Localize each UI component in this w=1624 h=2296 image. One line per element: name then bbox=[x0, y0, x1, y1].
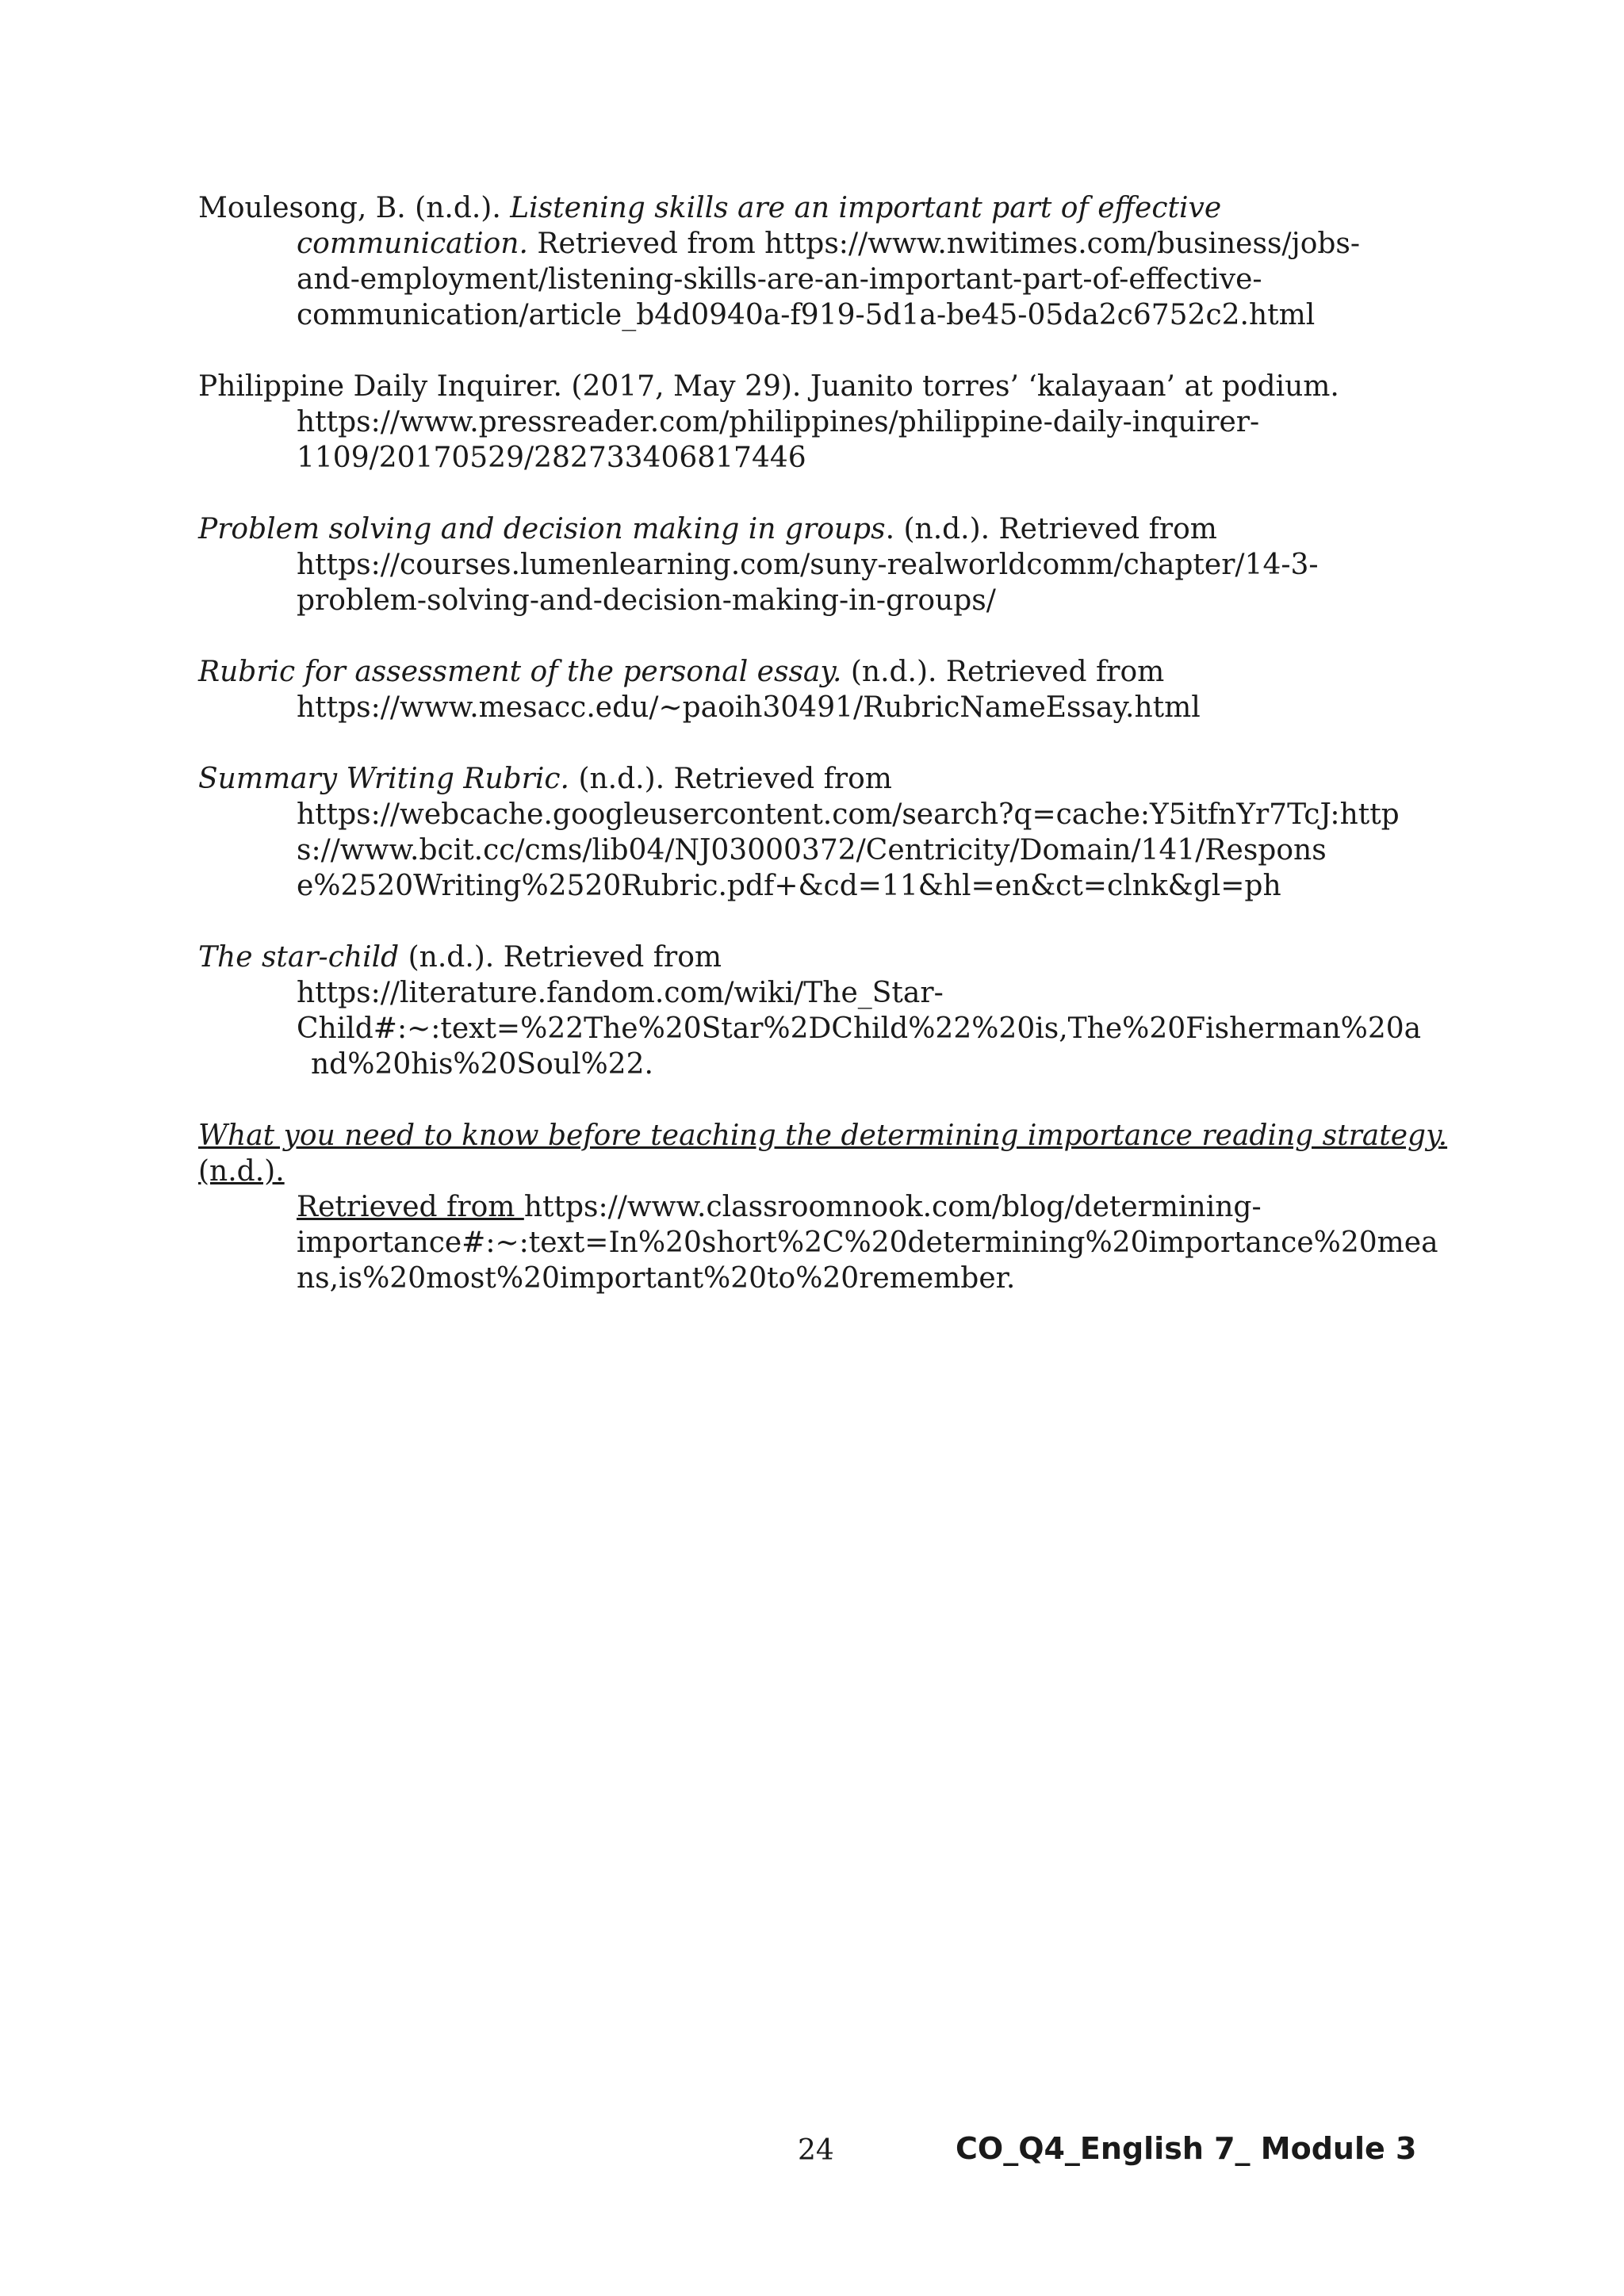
reference-title: What you need to know before teaching the determining importance reading strategy. bbox=[198, 1119, 1448, 1152]
reference-url-line: ns,is%20most%20important%20to%20remember. bbox=[297, 1262, 1016, 1295]
reference-entry-moulesong bbox=[198, 190, 1447, 333]
reference-entry-summary-rubric bbox=[198, 761, 1447, 904]
reference-source: . (n.d.). Retrieved from bbox=[885, 513, 1217, 545]
reference-source: (n.d.). Retrieved from bbox=[841, 656, 1165, 688]
reference-line: Philippine Daily Inquirer. (2017, May 29). Juanito torres’ ‘kalayaan’ at podium. bbox=[198, 370, 1339, 403]
module-label: CO_Q4_English 7_ Module 3 bbox=[956, 2131, 1417, 2166]
reference-url-line: nd%20his%20Soul%22. bbox=[311, 1048, 653, 1081]
reference-line bbox=[198, 1189, 1447, 1225]
reference-title: Rubric for assessment of the personal essay. bbox=[198, 656, 842, 688]
reference-url-line: e%2520Writing%2520Rubric.pdf+&cd=11&hl=en&ct=clnk&gl=ph bbox=[297, 870, 1281, 902]
reference-date: (n.d.). bbox=[198, 1155, 285, 1188]
reference-list bbox=[198, 190, 1447, 1332]
reference-line bbox=[198, 761, 1447, 797]
reference-entry-determining-importance bbox=[198, 1118, 1447, 1296]
reference-entry-star-child bbox=[198, 939, 1447, 1082]
reference-url-line: s://www.bcit.cc/cms/lib04/NJ03000372/Centricity/Domain/141/Respons bbox=[297, 834, 1327, 867]
reference-url-line: https://www.pressreader.com/philippines/philippine-daily-inquirer- bbox=[297, 406, 1260, 438]
reference-line bbox=[198, 190, 1447, 226]
reference-line bbox=[198, 1154, 1447, 1189]
reference-url-line: communication/article_b4d0940a-f919-5d1a-be45-05da2c6752c2.html bbox=[297, 299, 1316, 331]
reference-title: The star-child bbox=[198, 941, 400, 974]
reference-source: Retrieved from https://www.nwitimes.com/business/jobs- bbox=[527, 228, 1361, 260]
reference-line bbox=[198, 226, 1447, 262]
reference-url-line: problem-solving-and-decision-making-in-groups/ bbox=[297, 584, 996, 617]
reference-url-line: https://courses.lumenlearning.com/suny-realworldcomm/chapter/14-3- bbox=[297, 549, 1319, 581]
reference-title: Summary Writing Rubric. bbox=[198, 763, 569, 795]
reference-line bbox=[198, 654, 1447, 690]
reference-source: (n.d.). Retrieved from bbox=[569, 763, 892, 795]
reference-source: (n.d.). Retrieved from bbox=[399, 941, 722, 974]
reference-url-line: 1109/20170529/282733406817446 bbox=[297, 442, 806, 474]
page-number: 24 bbox=[798, 2134, 834, 2167]
reference-title: Problem solving and decision making in groups bbox=[198, 513, 886, 545]
reference-line bbox=[198, 1118, 1447, 1154]
reference-entry-inquirer bbox=[198, 369, 1447, 476]
reference-line bbox=[198, 939, 1447, 975]
reference-line bbox=[198, 511, 1447, 547]
reference-title: Listening skills are an important part of effective bbox=[510, 192, 1222, 224]
reference-entry-rubric-essay bbox=[198, 654, 1447, 725]
reference-entry-problem-solving bbox=[198, 511, 1447, 618]
reference-url-line: https://webcache.googleusercontent.com/search?q=cache:Y5itfnYr7TcJ:http bbox=[297, 798, 1400, 831]
reference-url: https://www.classroomnook.com/blog/determining- bbox=[523, 1191, 1262, 1223]
reference-retrieved-label: Retrieved from bbox=[297, 1191, 524, 1223]
reference-url-line: https://www.mesacc.edu/~paoih30491/RubricNameEssay.html bbox=[297, 691, 1201, 724]
reference-url-line: Child#:~:text=%22The%20Star%2DChild%22%20is,The%20Fisherman%20a bbox=[297, 1012, 1422, 1045]
reference-url-line: importance#:~:text=In%20short%2C%20determining%20importance%20mea bbox=[297, 1226, 1438, 1259]
reference-url-line: and-employment/listening-skills-are-an-important-part-of-effective- bbox=[297, 263, 1262, 296]
reference-url-line: https://literature.fandom.com/wiki/The_Star- bbox=[297, 977, 944, 1009]
reference-title: communication. bbox=[297, 228, 528, 260]
reference-author: Moulesong, B. (n.d.). bbox=[198, 192, 511, 224]
